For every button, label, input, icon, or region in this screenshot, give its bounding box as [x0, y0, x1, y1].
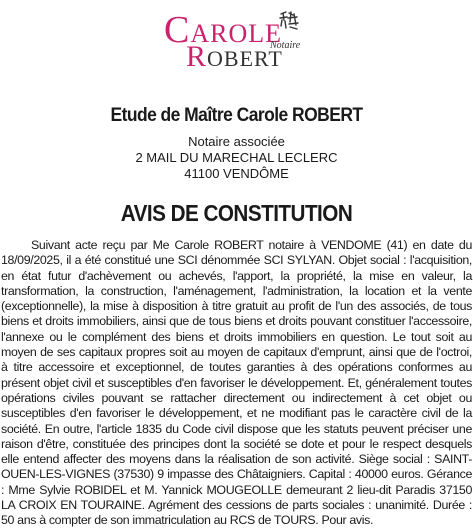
office-header: [0, 105, 473, 182]
logo-second-initial: R: [186, 40, 208, 73]
office-city: 41100 VENDÔME: [184, 166, 289, 181]
logo-first-initial: C: [164, 9, 191, 51]
logo-second-rest: OBERT: [207, 46, 283, 71]
logo-notaire-label: Notaire: [270, 40, 301, 51]
office-street: 2 MAIL DU MARECHAL LECLERC: [135, 150, 338, 165]
logo-first-rest: AROLE: [190, 19, 283, 48]
notary-logo: [160, 6, 320, 78]
office-title: Etude de Maître Carole ROBERT: [110, 105, 363, 126]
seal-icon: [278, 10, 300, 32]
office-role: Notaire associée: [188, 134, 285, 149]
notice-body: Suivant acte reçu par Me Carole ROBERT notaire à VENDOME (41) en date du 18/09/2025, il a été constitué une SCI dénommée SCI SYLYAN. Objet social : l'acquisition, en état futur d'achèvement ou achevés, l'apport, la propriété, la mise en valeur, la transformation, la construction, l'aménagement, l'administration, la location et la vente (exceptionnelle), la mise à disposition à titre gratuit au profit de l'un des associés, de tous biens et droits immobiliers, ainsi que de tous biens et droits pouvant constituer l'accessoire, l'annexe ou le complément des biens et droits immobiliers en question. Le tout soit au moyen de ses capitaux propres soit au moyen de capitaux d'emprunt, ainsi que de l'octroi, à titre accessoire et exceptionnel, de toutes garanties à des opérations conformes au présent objet civil et susceptibles d'en favoriser le développement. Et, généralement toutes opérations civiles pouvant se rattacher directement ou indirectement à cet objet ou susceptibles d'en favoriser le développement, et ne modifiant pas le caractère civil de la société. En outre, l'article 1835 du Code civil dispose que les statuts peuvent préciser une raison d'être, constituée des principes dont la société se dote et pour le respect desquels elle entend affecter des moyens dans la réalisation de son activité. Siège social : SAINT-OUEN-LES-VIGNES (37530) 9 impasse des Châtaigniers. Capital : 40000 euros. Gérance : Mme Sylvie ROBIDEL et M. Yannick MOUGEOLLE demeurant 2 lieu-dit Paradis 37150 LA CROIX EN TOURAINE. Agrément des cessions de parts sociales : unanimité. Durée : 50 ans à compter de son immatriculation au RCS de TOURS. Pour avis.: [1, 238, 472, 528]
logo-last-name: [186, 40, 283, 74]
notice-heading: AVIS DE CONSTITUTION: [120, 200, 353, 226]
